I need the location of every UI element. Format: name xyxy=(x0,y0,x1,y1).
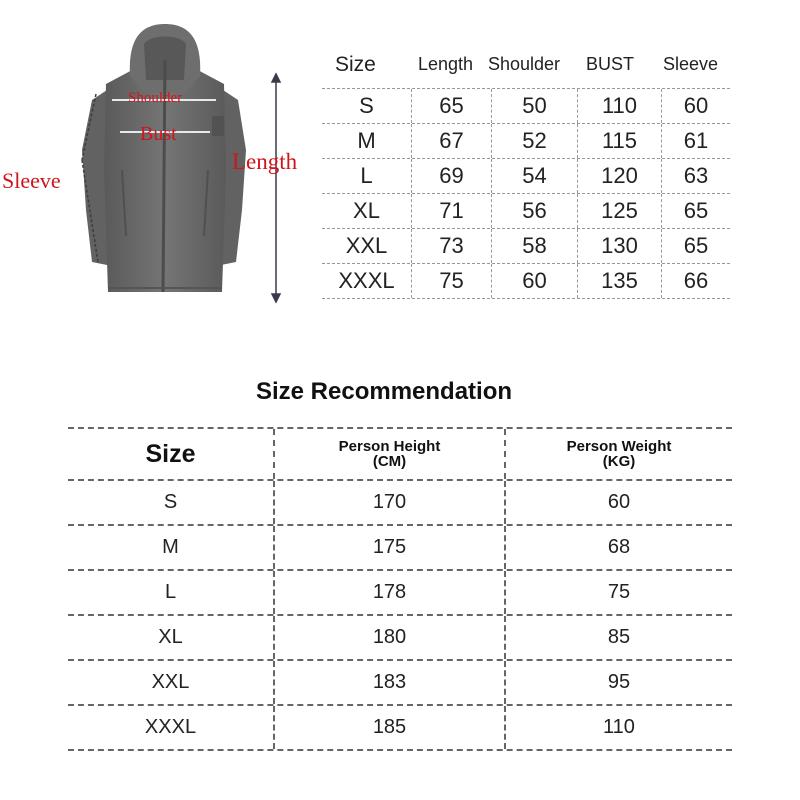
size-chart-cell: 69 xyxy=(412,159,492,193)
size-chart-cell: 52 xyxy=(492,124,578,158)
rec-header-weight xyxy=(506,429,732,479)
bust-measure-label: Bust xyxy=(140,123,177,145)
size-chart-cell: 73 xyxy=(412,229,492,263)
size-chart-row xyxy=(322,124,730,159)
header-bust: BUST xyxy=(586,54,635,74)
size-chart-cell: XL xyxy=(322,194,412,228)
size-chart-cell: 66 xyxy=(683,268,709,293)
sleeve-measure-label: Sleeve xyxy=(2,168,61,193)
rec-header-height-label: Person Height xyxy=(338,438,441,455)
size-chart-cell: 125 xyxy=(578,194,662,228)
recommendation-cell: L xyxy=(68,571,275,614)
recommendation-cell: 170 xyxy=(275,481,506,524)
size-chart-row xyxy=(322,264,730,299)
header-length: Length xyxy=(418,54,474,74)
size-chart-cell: 130 xyxy=(578,229,662,263)
rec-header-size: Size xyxy=(68,429,275,479)
size-chart-cell: 50 xyxy=(492,89,578,123)
size-chart-cell: M xyxy=(322,124,412,158)
recommendation-cell: 75 xyxy=(607,581,631,603)
size-chart-table xyxy=(322,44,730,299)
size-chart-cell: 65 xyxy=(412,89,492,123)
size-chart-cell: 67 xyxy=(412,124,492,158)
recommendation-cell: 185 xyxy=(275,706,506,749)
size-chart-cell: 75 xyxy=(412,264,492,298)
size-chart-cell: 60 xyxy=(683,93,709,118)
recommendation-cell: XXL xyxy=(68,661,275,704)
rec-header-height-unit: (CM) xyxy=(372,453,407,470)
size-chart-row xyxy=(322,194,730,229)
recommendation-cell: 68 xyxy=(607,536,631,558)
recommendation-cell: 175 xyxy=(275,526,506,569)
rec-header-weight-unit: (KG) xyxy=(602,453,636,470)
recommendation-row xyxy=(68,661,732,706)
rec-header-weight-label: Person Weight xyxy=(566,438,672,455)
recommendation-cell: XXXL xyxy=(68,706,275,749)
recommendation-row xyxy=(68,571,732,616)
size-chart-cell: S xyxy=(322,89,412,123)
size-chart-header xyxy=(322,44,730,88)
shoulder-measure-label: Shoulder xyxy=(128,90,183,106)
recommendation-cell: 178 xyxy=(275,571,506,614)
recommendation-cell: XL xyxy=(68,616,275,659)
header-sleeve: Sleeve xyxy=(663,54,719,74)
recommendation-cell: 183 xyxy=(275,661,506,704)
recommendation-title: Size Recommendation xyxy=(255,378,513,405)
size-chart-cell: 65 xyxy=(683,198,709,223)
recommendation-cell: M xyxy=(68,526,275,569)
size-chart-cell: 65 xyxy=(683,233,709,258)
header-size: Size xyxy=(335,53,376,76)
size-chart-body xyxy=(322,88,730,299)
size-chart-cell: 60 xyxy=(492,264,578,298)
size-chart-cell: 61 xyxy=(683,128,709,153)
size-chart-cell: 63 xyxy=(683,163,709,188)
recommendation-row xyxy=(68,481,732,526)
size-chart-cell: 115 xyxy=(578,124,662,158)
size-chart-cell: XXXL xyxy=(322,264,412,298)
size-chart-cell: 110 xyxy=(578,89,662,123)
size-chart-cell: 135 xyxy=(578,264,662,298)
size-chart-cell: L xyxy=(322,159,412,193)
recommendation-cell: S xyxy=(68,481,275,524)
recommendation-cell: 110 xyxy=(603,716,635,738)
recommendation-body xyxy=(68,481,732,751)
header-shoulder: Shoulder xyxy=(488,54,561,74)
recommendation-row xyxy=(68,706,732,751)
size-chart-row xyxy=(322,159,730,194)
recommendation-cell: 60 xyxy=(607,491,631,513)
size-chart-cell: 120 xyxy=(578,159,662,193)
size-chart-row xyxy=(322,89,730,124)
jacket-illustration xyxy=(0,0,320,320)
size-chart-cell: 56 xyxy=(492,194,578,228)
size-chart-cell: 58 xyxy=(492,229,578,263)
size-chart-cell: 54 xyxy=(492,159,578,193)
size-chart-cell: XXL xyxy=(322,229,412,263)
recommendation-cell: 85 xyxy=(607,626,631,648)
size-chart-row xyxy=(322,229,730,264)
recommendation-cell: 180 xyxy=(275,616,506,659)
recommendation-cell: 95 xyxy=(607,671,631,693)
rec-header-height xyxy=(275,429,506,479)
recommendation-row xyxy=(68,526,732,571)
length-measure-label: Length xyxy=(232,149,298,174)
recommendation-header-row xyxy=(68,429,732,481)
recommendation-table xyxy=(68,427,732,751)
recommendation-row xyxy=(68,616,732,661)
size-chart-cell: 71 xyxy=(412,194,492,228)
